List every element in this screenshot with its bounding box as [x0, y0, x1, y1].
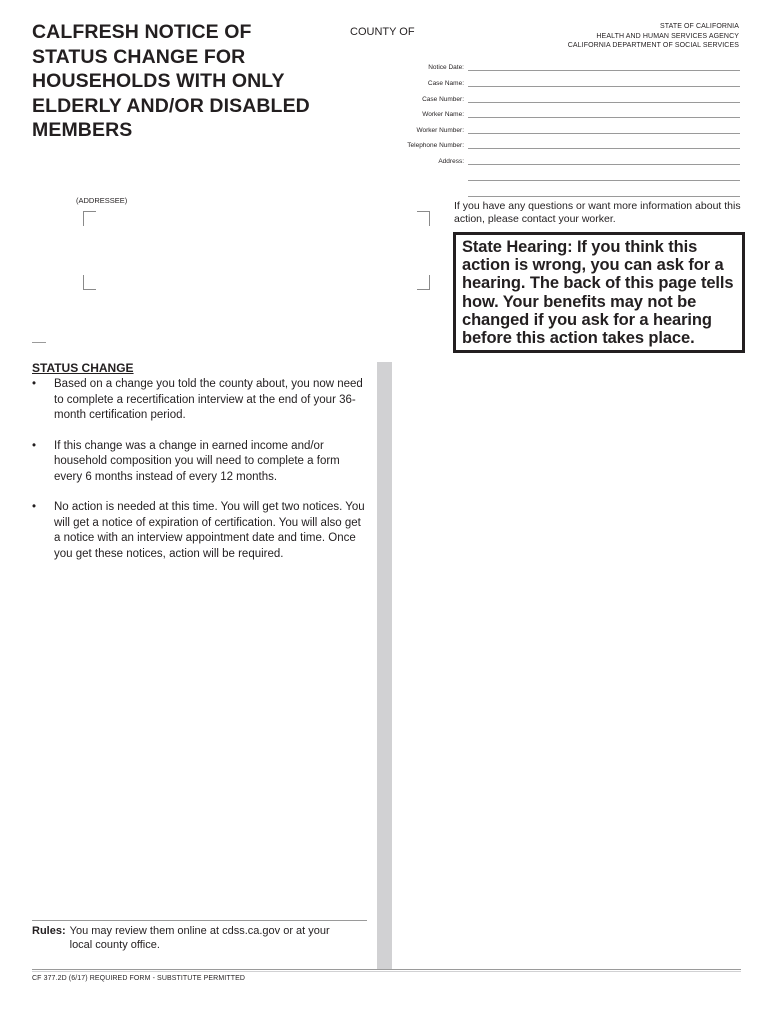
field-label: Worker Name:	[422, 111, 464, 118]
title-line: STATUS CHANGE FOR	[32, 45, 246, 68]
address-window-corner	[417, 275, 430, 290]
field-line[interactable]	[468, 117, 740, 118]
list-item-text: If this change was a change in earned income and/or household composition you will need to complete a form every 6 months instead of every 12 months.	[54, 439, 340, 483]
list-item	[32, 500, 370, 562]
status-change-heading: STATUS CHANGE	[32, 361, 134, 375]
field-line[interactable]	[468, 86, 740, 87]
field-line[interactable]	[468, 102, 740, 103]
rules-label: Rules:	[32, 925, 66, 937]
title-line: HOUSEHOLDS WITH ONLY	[32, 70, 285, 92]
contact-worker-text: If you have any questions or want more information about this action, please contact your worker.	[454, 200, 741, 225]
worker-number-field[interactable]	[380, 121, 740, 136]
list-item	[32, 377, 370, 424]
address-window-corner	[417, 211, 430, 226]
field-label: Notice Date:	[428, 64, 464, 71]
field-label: Case Name:	[427, 80, 464, 87]
title-line: MEMBERS	[32, 119, 133, 141]
field-line[interactable]	[468, 148, 740, 149]
addressee-label: (ADDRESSEE)	[76, 196, 128, 205]
worker-name-field[interactable]	[380, 105, 740, 120]
divider	[32, 920, 367, 921]
county-label: COUNTY OF	[350, 26, 415, 38]
title-line: CALFRESH NOTICE OF	[32, 21, 252, 43]
footer-divider	[32, 969, 741, 970]
list-item	[32, 439, 370, 486]
form-title	[32, 20, 342, 143]
bullet-icon: •	[32, 378, 37, 390]
field-line[interactable]	[468, 196, 740, 197]
field-label: Case Number:	[422, 96, 464, 103]
field-line[interactable]	[468, 133, 740, 134]
column-divider-bar	[377, 362, 392, 969]
field-line[interactable]	[468, 70, 740, 71]
list-item-text: Based on a change you told the county about, you now need to complete a recertification interview at the end of your 36-month certification period.	[54, 378, 363, 421]
title-line: ELDERLY AND/OR DISABLED	[32, 94, 310, 117]
address-window-corner	[83, 275, 96, 290]
field-label: Telephone Number:	[407, 142, 464, 149]
list-item-text: No action is needed at this time. You will get two notices. You will get a notice of expiration of certification. You will also get a notice with an interview appointment date and time. Once you get these notices, action will be required.	[54, 501, 365, 560]
field-line[interactable]	[468, 164, 740, 165]
address-field-line-3[interactable]	[380, 184, 740, 199]
address-field[interactable]	[380, 152, 740, 167]
field-line[interactable]	[468, 180, 740, 181]
agency-line: HEALTH AND HUMAN SERVICES AGENCY	[596, 32, 739, 40]
address-field-line-2[interactable]	[380, 168, 740, 183]
footer-divider	[32, 971, 741, 972]
agency-header	[568, 22, 739, 51]
bullet-icon: •	[32, 501, 37, 513]
case-number-field[interactable]	[380, 90, 740, 105]
field-label: Worker Number:	[416, 127, 464, 134]
rules-text: You may review them online at cdss.ca.gov or at your local county office.	[69, 925, 330, 951]
bullet-icon: •	[32, 439, 37, 452]
case-name-field[interactable]	[380, 74, 740, 89]
agency-line: STATE OF CALIFORNIA	[659, 23, 739, 30]
state-hearing-box: State Hearing: If you think this action is wrong, you can ask for a hearing. The back of this page tells how. Your benefits may not be changed if you ask for a hearing before this action takes place.	[453, 232, 745, 353]
notice-date-field[interactable]	[380, 58, 740, 73]
address-window-corner	[83, 211, 96, 226]
divider	[32, 342, 46, 343]
status-change-list	[32, 377, 370, 577]
form-number-footer: CF 377.2D (6/17) REQUIRED FORM - SUBSTITUTE PERMITTED	[32, 975, 245, 982]
rules-note	[32, 924, 362, 952]
telephone-number-field[interactable]	[380, 136, 740, 151]
agency-line: CALIFORNIA DEPARTMENT OF SOCIAL SERVICES	[567, 42, 739, 49]
field-label: Address:	[438, 158, 464, 165]
